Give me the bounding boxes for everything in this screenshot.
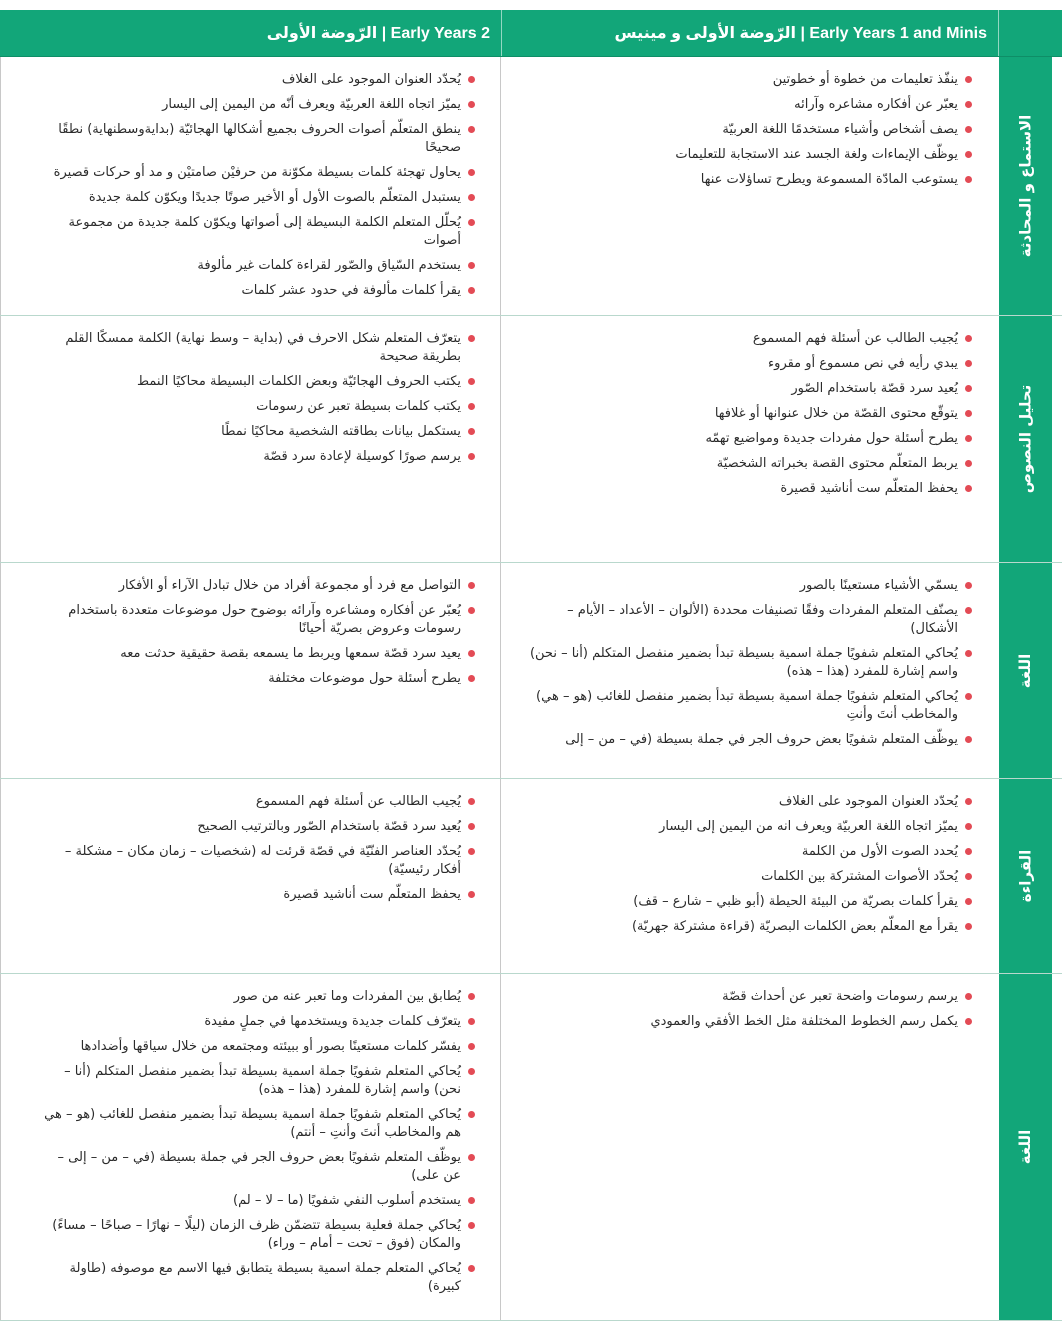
- list-item: يُحدد الصوت الأول من الكلمة: [520, 843, 972, 861]
- list-item: يُجيب الطالب عن أسئلة فهم المسموع: [36, 793, 475, 811]
- row-label-cell: [999, 974, 1052, 1320]
- table-row: [0, 779, 1062, 974]
- outcome-list: [36, 330, 475, 466]
- list-item: التواصل مع فرد أو مجموعة أفراد من خلال تبادل الآراء أو الأفكار: [36, 577, 475, 595]
- list-item: يستخدم أسلوب النفي شفويًا (ما – لا – لم): [36, 1192, 475, 1210]
- list-item: يتعرّف المتعلم شكل الاحرف في (بداية – وسط نهاية) الكلمة ممسكًا القلم بطريقة صحيحة: [36, 330, 475, 366]
- table-left-border: [0, 974, 1, 1320]
- table-left-border: [0, 316, 1, 562]
- row-label-cell: [999, 563, 1052, 778]
- outcome-list: [520, 577, 972, 749]
- list-item: يُطابق بين المفردات وما تعبر عنه من صور: [36, 988, 475, 1006]
- row-label-cell: [999, 779, 1052, 973]
- list-item: يطرح أسئلة حول مفردات جديدة ومواضيع تهمّه: [520, 430, 972, 448]
- list-item: يوظّف المتعلم شفويًا بعض حروف الجر في جملة بسيطة (في – من – إلى: [520, 731, 972, 749]
- row-label-cell: [999, 316, 1052, 562]
- list-item: يستكمل بيانات بطاقته الشخصية محاكيًا نمطًا: [36, 423, 475, 441]
- list-item: يحاول تهجئة كلمات بسيطة مكوّنة من حرفيْن صامتيْن و مد أو حركات قصيرة: [36, 164, 475, 182]
- list-item: يميّز اتجاه اللغة العربيّة ويعرف أنّه من اليمين إلى اليسار: [36, 96, 475, 114]
- list-item: يرسم رسومات واضحة تعبر عن أحداث قصّة: [520, 988, 972, 1006]
- header-early-years-1: الرّوضة الأولى و مينيس | Early Years 1 and Minis: [614, 25, 987, 42]
- row-label: اللغة: [1016, 653, 1035, 688]
- list-item: يقرأ مع المعلّم بعض الكلمات البصريّة (قراءة مشتركة جهريّة): [520, 918, 972, 936]
- list-item: يفسّر كلمات مستعينًا بصور أو ببيئته ومجتمعه من خلال سياقها وأضدادها: [36, 1038, 475, 1056]
- table-left-border: [0, 779, 1, 973]
- list-item: يميّز اتجاه اللغة العربيّة ويعرف انه من اليمين إلى اليسار: [520, 818, 972, 836]
- header-divider: [501, 10, 502, 56]
- list-item: يُحاكي جملة فعلية بسيطة تتضمّن ظرف الزمان (ليلًا – نهارًا – صباحًا – مساءً) والمكان (فوق – تحت – أمام – وراء): [36, 1217, 475, 1253]
- list-item: يُحاكي المتعلم شفويًا جملة اسمية بسيطة تبدأ بضمير منفصل المتكلم (أنا – نحن) واسم إشارة للمفرد (هذا – هذه): [36, 1063, 475, 1099]
- list-item: يكتب الحروف الهجائيّة وبعض الكلمات البسيطة محاكيًا النمط: [36, 373, 475, 391]
- list-item: يكمل رسم الخطوط المختلفة مثل الخط الأفقي والعمودي: [520, 1013, 972, 1031]
- list-item: يقرأ كلمات بصريّة من البيئة الحيطة (أبو ظبي – شارع – قف): [520, 893, 972, 911]
- outcome-list: [36, 988, 475, 1296]
- list-item: يقرأ كلمات مألوفة في حدود عشر كلمات: [36, 282, 475, 300]
- early-years-2-cell: [6, 974, 501, 1320]
- list-item: يوظّف المتعلم شفويًا بعض حروف الجر في جملة بسيطة (في – من – إلى – عن على): [36, 1149, 475, 1185]
- outcome-list: [36, 793, 475, 904]
- list-item: يكتب كلمات بسيطة تعبر عن رسومات: [36, 398, 475, 416]
- list-item: يُعبّر عن أفكاره ومشاعره وآرائه بوضوح حول موضوعات متعددة باستخدام رسومات وعروض بصريّة أحيانًا: [36, 602, 475, 638]
- list-item: يستخدم السّياق والصّور لقراءة كلمات غير مألوفة: [36, 257, 475, 275]
- list-item: ينفّذ تعليمات من خطوة أو خطوتين: [520, 71, 972, 89]
- list-item: يُحاكي المتعلم جملة اسمية بسيطة يتطابق فيها الاسم مع موصوفه (طاولة كبيرة): [36, 1260, 475, 1296]
- list-item: يصف أشخاص وأشياء مستخدمًا اللغة العربيّة: [520, 121, 972, 139]
- table-left-border: [0, 57, 1, 315]
- list-item: يُعيد سرد قصّة باستخدام الصّور وبالترتيب الصحيح: [36, 818, 475, 836]
- early-years-1-cell: [502, 316, 999, 562]
- list-item: يوظّف الإيماءات ولغة الجسد عند الاستجابة للتعليمات: [520, 146, 972, 164]
- list-item: يُحدّد العنوان الموجود على الغلاف: [36, 71, 475, 89]
- early-years-2-cell: [6, 57, 501, 315]
- list-item: يصنّف المتعلم المفردات وفقًا تصنيفات محددة (الألوان – الأعداد – الأيام – الأشكال): [520, 602, 972, 638]
- table-header: [0, 10, 1062, 57]
- row-label: اللغة: [1016, 1129, 1035, 1165]
- outcome-list: [520, 330, 972, 498]
- outcome-list: [520, 988, 972, 1031]
- row-label: تحليل النصوص: [1016, 384, 1035, 494]
- table-row: [0, 316, 1062, 563]
- row-label-cell: [999, 57, 1052, 315]
- list-item: يستبدل المتعلّم بالصوت الأول أو الأخير صوتًا جديدًا ويكوّن كلمة جديدة: [36, 189, 475, 207]
- outcome-list: [36, 71, 475, 300]
- list-item: يُجيب الطالب عن أسئلة فهم المسموع: [520, 330, 972, 348]
- list-item: يُحلّل المتعلم الكلمة البسيطة إلى أصواتها ويكوّن كلمة جديدة من مجموعة أصوات: [36, 214, 475, 250]
- list-item: يُحاكي المتعلم شفويًا جملة اسمية بسيطة تبدأ بضمير منفصل المتكلم (أنا – نحن) واسم إشارة للمفرد (هذا – هذه): [520, 645, 972, 681]
- list-item: يعبّر عن أفكاره مشاعره وآرائه: [520, 96, 972, 114]
- list-item: يرسم صورًا كوسيلة لإعادة سرد قصّة: [36, 448, 475, 466]
- list-item: يُحاكي المتعلم شفويًا جملة اسمية بسيطة تبدأ بضمير منفصل للغائب (هو – هي هم والمخاطب أنتَ وأنتِ – أنتم): [36, 1106, 475, 1142]
- table-row: [0, 563, 1062, 779]
- list-item: يُحدّد الأصوات المشتركة بين الكلمات: [520, 868, 972, 886]
- list-item: يعيد سرد قصّة سمعها ويربط ما يسمعه بقصة حقيقية حدثت معه: [36, 645, 475, 663]
- list-item: يبدي رأيه في نص مسموع أو مقروء: [520, 355, 972, 373]
- early-years-2-cell: [6, 779, 501, 973]
- outcome-list: [520, 793, 972, 936]
- outcome-list: [520, 71, 972, 189]
- early-years-1-cell: [502, 779, 999, 973]
- list-item: يحفظ المتعلّم ست أناشيد قصيرة: [520, 480, 972, 498]
- list-item: يربط المتعلّم محتوى القصة بخبراته الشخصيّة: [520, 455, 972, 473]
- list-item: يستوعب المادّة المسموعة ويطرح تساؤلات عنها: [520, 171, 972, 189]
- early-years-1-cell: [502, 974, 999, 1320]
- list-item: يتعرّف كلمات جديدة ويستخدمها في جملٍ مفيدة: [36, 1013, 475, 1031]
- row-label: الاستماع و المحادثة: [1016, 114, 1035, 258]
- list-item: يُعيد سرد قصّة باستخدام الصّور: [520, 380, 972, 398]
- list-item: يتوقّع محتوى القصّة من خلال عنوانها أو غلافها: [520, 405, 972, 423]
- early-years-2-cell: [6, 563, 501, 778]
- list-item: يُحدّد العناصر الفنّيّة في قصّة قرئت له (شخصيات – زمان مكان – مشكلة – أفكار رئيسيّة): [36, 843, 475, 879]
- table-row: [0, 57, 1062, 316]
- outcome-list: [36, 577, 475, 688]
- list-item: يسمّي الأشياء مستعينًا بالصور: [520, 577, 972, 595]
- early-years-1-cell: [502, 57, 999, 315]
- table-row: [0, 974, 1062, 1321]
- list-item: يُحاكي المتعلم شفويًا جملة اسمية بسيطة تبدأ بضمير منفصل للغائب (هو – هي) والمخاطب أنتَ وأنتِ: [520, 688, 972, 724]
- early-years-2-cell: [6, 316, 501, 562]
- early-years-1-cell: [502, 563, 999, 778]
- row-label: القراءة: [1016, 849, 1035, 903]
- header-corner-cell: [998, 10, 1062, 56]
- list-item: يحفظ المتعلّم ست أناشيد قصيرة: [36, 886, 475, 904]
- header-early-years-2: الرّوضة الأولى | Early Years 2: [266, 25, 490, 42]
- table-left-border: [0, 563, 1, 778]
- list-item: يُحدّد العنوان الموجود على الغلاف: [520, 793, 972, 811]
- list-item: يطرح أسئلة حول موضوعات مختلفة: [36, 670, 475, 688]
- list-item: ينطق المتعلّم أصوات الحروف بجميع أشكالها الهجائيّة (بدايةوسطنهاية) نطقًا صحيحًا: [36, 121, 475, 157]
